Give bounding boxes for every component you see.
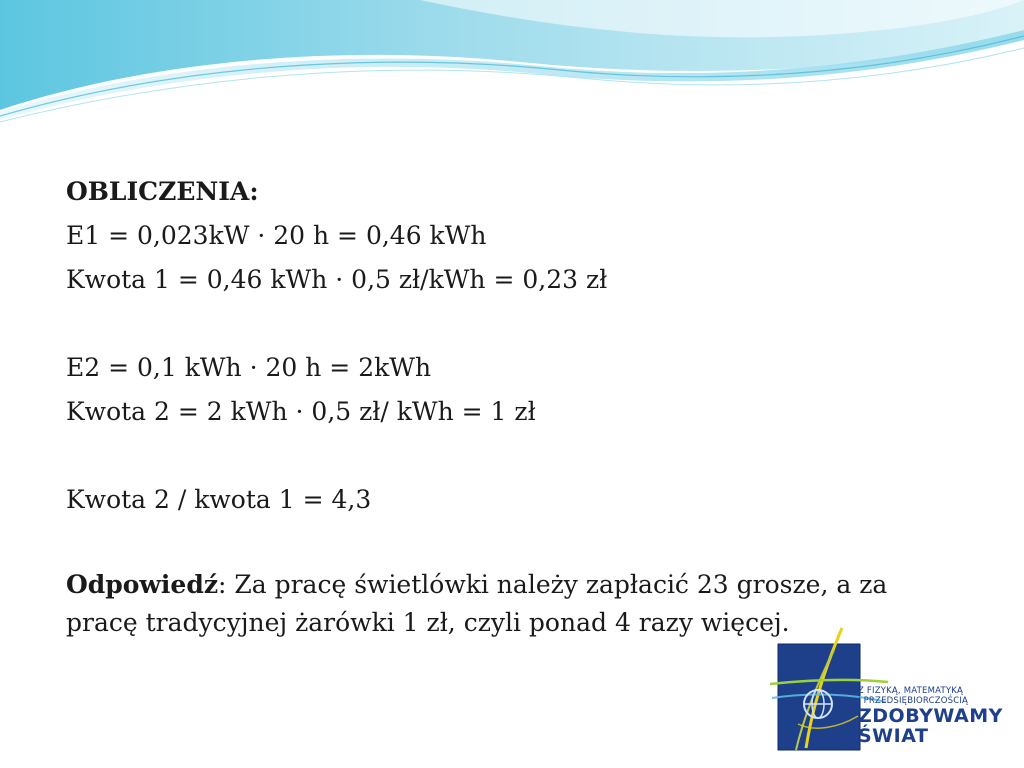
logo-title-2: ŚWIAT bbox=[858, 725, 929, 747]
cost-ratio-line: Kwota 2 / kwota 1 = 4,3 bbox=[66, 485, 372, 514]
calculations-heading: OBLICZENIA: bbox=[66, 177, 259, 206]
logo-blue-square bbox=[778, 644, 860, 750]
logo-title-1: ZDOBYWAMY bbox=[858, 705, 1003, 727]
spacer bbox=[66, 302, 966, 346]
logo-tagline-2: I PRZEDSIĘBIORCZOŚCIĄ bbox=[858, 696, 969, 706]
project-logo-text bbox=[858, 686, 1003, 746]
cost-1-line: Kwota 1 = 0,46 kWh · 0,5 zł/kWh = 0,23 zł bbox=[66, 265, 608, 294]
energy-2-line: E2 = 0,1 kWh · 20 h = 2kWh bbox=[66, 353, 432, 382]
header-wave-decoration bbox=[0, 0, 1024, 130]
spacer bbox=[66, 434, 966, 478]
answer-text: : Za pracę świetlówki należy zapłacić 23 grosze, a za pracę tradycyjnej żarówki 1 zł, czyli ponad 4 razy więcej. bbox=[66, 570, 888, 637]
answer-label: Odpowiedź bbox=[66, 570, 219, 599]
logo-tagline-1: Z FIZYKĄ, MATEMATYKĄ bbox=[858, 686, 964, 696]
spacer bbox=[66, 522, 966, 566]
energy-1-line: E1 = 0,023kW · 20 h = 0,46 kWh bbox=[66, 221, 487, 250]
cost-2-line: Kwota 2 = 2 kWh · 0,5 zł/ kWh = 1 zł bbox=[66, 397, 536, 426]
calculation-content bbox=[66, 170, 966, 642]
